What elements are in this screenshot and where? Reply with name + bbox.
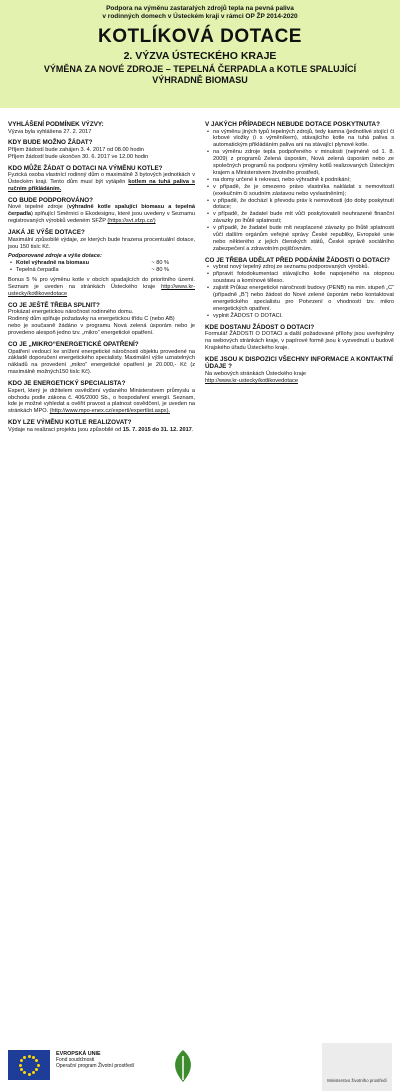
subtitle-line-1: Podpora na výměnu zastaralých zdrojů tepla na pevná paliva [106, 5, 294, 12]
list-item: • vybrat nový tepelný zdroj ze seznamu podporovaných výrobků. [213, 264, 394, 271]
star-icon [19, 1064, 22, 1067]
region-link[interactable]: http://www.kr-ustecky/kotlikovedotace [8, 284, 195, 297]
technology-line-1: VÝMĚNA ZA NOVÉ ZDROJE – TEPELNÁ ČERPADLA a KOTLE SPALUJÍCÍ [43, 64, 357, 74]
list-item: • vyplnit ŽÁDOST O DOTACI. [213, 313, 394, 320]
left-column [8, 121, 195, 438]
eu-name: EVROPSKÁ UNIE [56, 1051, 101, 1057]
section-contacts [205, 356, 394, 385]
emphasis-text: 15. 7. 2015 do 31. 12. 2017 [122, 426, 192, 433]
star-icon [20, 1068, 23, 1071]
section-heading: KDY BUDE MOŽNO ŽÁDAT? [8, 139, 93, 147]
section-text: nebo je současně žádáno v programu Nová zelená úsporám nebo je provedeno alespoň jedno tzv. „mikro“ energetické opatření. [8, 323, 195, 337]
section-heading: V JAKÝCH PŘÍPADECH NEBUDE DOTACE POSKYTNUTA? [205, 121, 380, 128]
list-item: • Kotel výhradně na biomasu ~ 80 % [16, 260, 195, 267]
section-announcement [8, 121, 195, 135]
ministry-name: Ministerstvo životního prostředí [327, 1078, 387, 1083]
section-micro [8, 341, 195, 376]
op-zp-logo-icon [168, 1048, 198, 1084]
section-text: Expert, který je držitelem osvědčení vydaného Ministerstvem průmyslu a obchodu podle zákona č. 406/2000 Sb., o hospodaření energií. Seznam, kde je možné vyhledat a ověřit pravost a platnost osvědčení, je uveden na stránkách MPO. (http://www.mpo-enex.cz/experti/expertlist.aspx). [8, 387, 195, 415]
list-item: • na výměnu zdroje tepla podpořeného v minulosti (nejméně od 1. 8. 2009) z programů Zelená úsporám, Nová zelená úsporám nebo ze společných programů na podporu výměny kotlů realizovaných Ústeckým krajem a Ministerstvem životního prostředí, [213, 149, 394, 177]
star-icon [28, 1055, 31, 1058]
section-amount [8, 229, 195, 298]
technology-line-2: VÝHRADNĚ BIOMASU [152, 75, 248, 85]
eu-logo-text [56, 1051, 134, 1070]
list-item: • Tepelná čerpadla ~ 80 % [16, 267, 195, 274]
subheading: Podporované zdroje a výše dotace: [8, 253, 102, 260]
section-text: Příjem žádostí bude ukončen 30. 6. 2017 ve 12.00 hodin [8, 153, 149, 160]
section-text: Na webových stránkách Ústeckého kraje [205, 370, 307, 377]
list-item: • v případě, že dochází k převodu práv k nemovitosti (do doby poskytnutí dotace; [213, 198, 394, 212]
section-heading: KDE DOSTANU ŽÁDOST O DOTACI? [205, 323, 315, 331]
programme-name: Operační program Životní prostředí [56, 1063, 135, 1070]
section-heading: KDY LZE VÝMĚNU KOTLE REALIZOVAT? [8, 419, 132, 427]
contacts-link[interactable]: http://www.kr-ustecky/kotlikovedotace [205, 377, 298, 384]
star-icon [35, 1059, 38, 1062]
section-text: Fyzická osoba vlastnící rodinný dům o maximálně 3 bytových jednotkách v Ústeckém kraji. Tento dům musí být vytápěn kotlem na tuhá paliva s ručním přikládáním. [8, 172, 195, 193]
footer [0, 520, 400, 1083]
section-heading: KDO JE ENERGETICKÝ SPECIALISTA? [8, 380, 126, 388]
section-text: Nové tepelné zdroje (výhradně kotle spalující biomasu a tepelná čerpadla) splňující Směrnici o Ekodesignu, které jsou uvedeny v Seznamu registrovaných výrobků vedeném SFŽP (https://svt.sfzp.cz/) [8, 204, 196, 225]
section-heading: JAKÁ JE VÝŠE DOTACE? [8, 229, 85, 237]
fund-name: Fond soudržnosti [56, 1057, 95, 1064]
header-banner [0, 0, 400, 108]
section-heading: CO BUDE PODPOROVÁNO? [8, 196, 94, 204]
section-heading: CO JE „MIKRO“ENERGETICKÉ OPATŘENÍ? [8, 341, 139, 349]
exclusions-list [205, 129, 394, 253]
section-text: Výzva byla vyhlášena 27. 2. 2017 [8, 128, 92, 135]
emphasis-text: výhradně kotle spalující biomasu a tepelná čerpadla [8, 204, 196, 218]
section-text: Příjem žádostí bude zahájen 3. 4. 2017 od 08.00 hodin [8, 146, 144, 153]
section-text: Rodinný dům splňuje požadavky na energetickou třídu C (nebo AB) [8, 316, 175, 323]
section-conditions [8, 302, 195, 337]
list-item: • zajistit Průkaz energetické náročnosti budovy (PENB) na min. stupeň „C“ (případně „B“) nebo žádost do Nové zelené úsporám nebo kontaktovat energetického specialistu pro Potvrzení o vhodnosti tzv. mikro energetických opatření. [213, 285, 394, 313]
section-heading: KDO MŮŽE ŽÁDAT O DOTACI NA VÝMĚNU KOTLE? [8, 164, 163, 172]
section-heading: CO JE JEŠTĚ TŘEBA SPLNIT? [8, 301, 100, 309]
list-item: • v případě, že žadatel bude mít vůči poskytovateli neuhrazené finanční závazky po lhůtě splatnosti; [213, 211, 394, 225]
list-item: • v případě, že je omezeno právo vlastníka nakládat s nemovitostí (exekučním či soudním zástavou nebo vyvlastněním); [213, 184, 394, 198]
section-text: Výdaje na realizaci projektu jsou způsobilé od 15. 7. 2015 do 31. 12. 2017. [8, 426, 194, 433]
star-icon [32, 1071, 35, 1074]
right-column [205, 121, 394, 389]
star-icon [32, 1056, 35, 1059]
header-subtitle [40, 5, 360, 21]
eu-flag-icon [8, 1050, 50, 1080]
section-text: Opatření vedoucí ke snížení energetické náročnosti objektu provedené na základě doporučení energetického specialisty. Maximální výše uznatelných nákladů na provedení „mikro“ energetické opatření je 20.000,- Kč (z maximálně možných150 tisíc Kč). [8, 348, 195, 376]
star-icon [23, 1071, 26, 1074]
section-text: Bonus 5 % pro výměnu kotle v obcích spadajících do prioritního území. Seznam je uveden na stránkách Ústeckého kraje http://www.kr-ustecky/kotlikovedotace [8, 277, 195, 297]
section-supported [8, 197, 195, 225]
section-when [8, 139, 195, 160]
section-heading: VYHLÁŠENÍ PODMÍNEK VÝZVY: [8, 121, 104, 128]
technology-heading [30, 64, 370, 86]
list-item: • na domy určené k rekreaci, nebo výhradně k podnikání; [213, 177, 394, 184]
star-icon [37, 1064, 40, 1067]
emphasis-text: kotlem na tuhá paliva s ručním přikládáním. [8, 179, 195, 193]
subsidy-list [8, 260, 195, 274]
svt-link[interactable]: (https://svt.sfzp.cz/) [107, 218, 156, 225]
section-who [8, 165, 195, 193]
list-item: • v případě, že žadatel bude mít nesplacené závazky po lhůtě splatnosti vůči dalším orgánům veřejné správy České republiky, Evropské unie nebo některého z jejích členských států, České správě sociálního zabezpečení a zdravotním pojišťovnám. [213, 225, 394, 253]
star-icon [20, 1059, 23, 1062]
star-icon [23, 1056, 26, 1059]
section-where-form [205, 324, 394, 352]
section-text: Maximální způsobilé výdaje, ze kterých bude hrazena procentuální dotace, jsou 150 tisíc Kč. [8, 236, 195, 250]
section-text: Formulář ŽÁDOSTI O DOTACI a další požadované přílohy jsou uveřejněny na webových stránkách kraje, v papírové formě jsou k vyzvednutí u budově Krajského úřadu Ústeckého kraje. [205, 331, 394, 351]
subtitle-line-2: v rodinných domech v Ústeckém kraji v rámci OP ŽP 2014-2020 [102, 13, 298, 20]
list-item: • připravit fotodokumentaci stávajícího kotle napojeného na otopnou soustavu a komínové těleso. [213, 271, 394, 285]
call-title: 2. VÝZVA ÚSTECKÉHO KRAJE [123, 50, 277, 62]
section-specialist [8, 380, 195, 415]
steps-list [205, 264, 394, 319]
ministry-logo-icon [322, 1043, 392, 1091]
section-exclusions [205, 121, 394, 253]
section-text: Prokázat energetickou náročnost rodinného domu. [8, 309, 134, 316]
star-icon [28, 1073, 31, 1076]
section-heading: KDE JSOU K DISPOZICI VŠECHNY INFORMACE A KONTAKTNÍ ÚDAJE ? [205, 355, 393, 371]
mpo-link[interactable]: (http://www.mpo-enex.cz/experti/expertlist.aspx). [49, 408, 170, 415]
star-icon [35, 1068, 38, 1071]
section-before-applying [205, 257, 394, 320]
section-timing [8, 419, 195, 433]
page-title: KOTLÍKOVÁ DOTACE [98, 26, 302, 47]
list-item: • na výměnu jiných typů tepelných zdrojů, tedy kamna (jednotlivé stojící či krbové vložky (i s výměníkem), stávajícího kotle na tuhá paliva s automatickým přikládáním paliva ani na stávající plynové kotle. [213, 129, 394, 150]
section-heading: CO JE TŘEBA UDĚLAT PŘED PODÁNÍM ŽÁDOSTI O DOTACI? [205, 256, 390, 264]
